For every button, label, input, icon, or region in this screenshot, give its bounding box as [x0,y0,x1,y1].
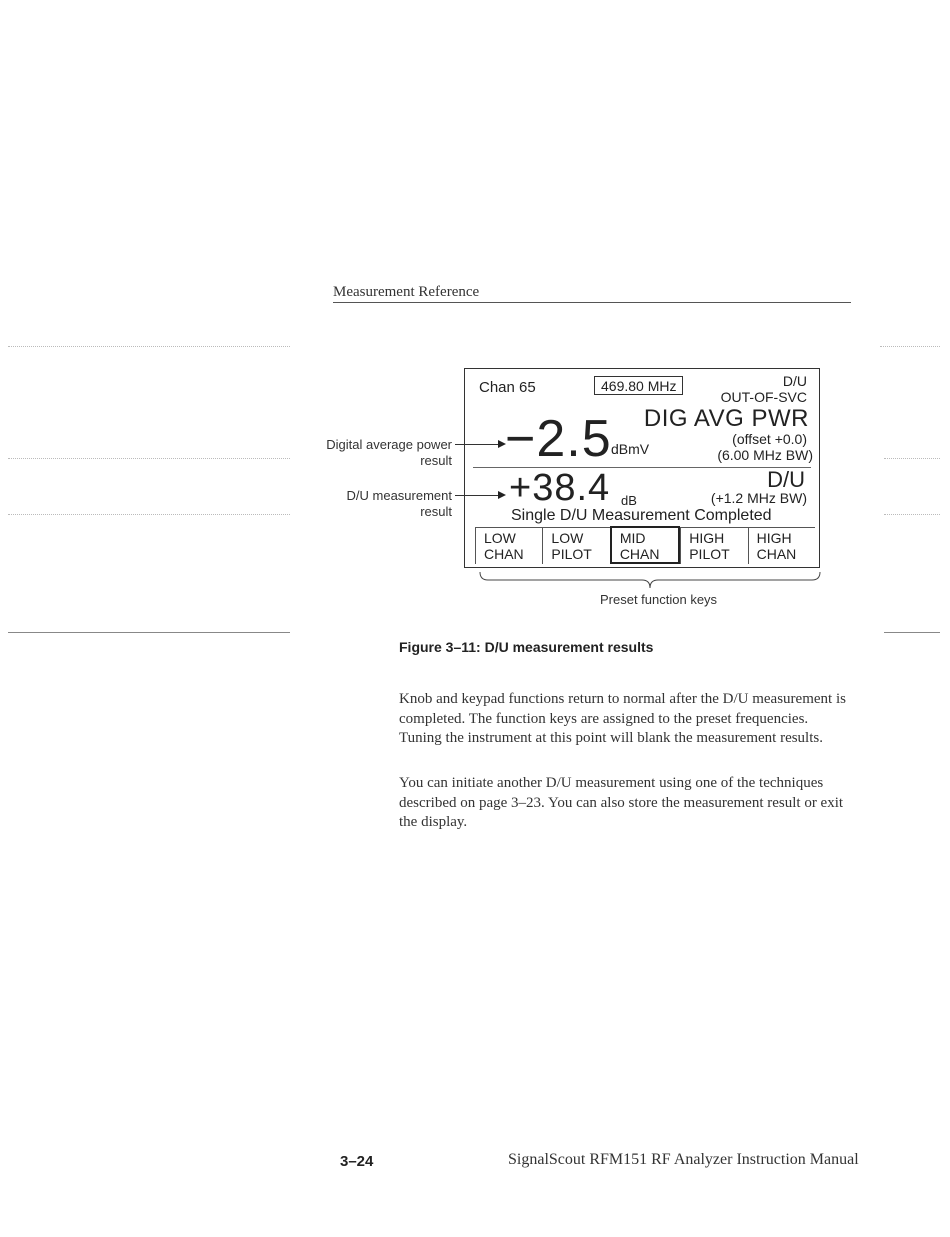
completion-message: Single D/U Measurement Completed [511,507,772,524]
callout-arrow-line [455,495,500,496]
header-rule [333,302,851,303]
margin-rule [8,346,290,347]
callout-text: result [420,504,452,519]
key-label: LOW [551,530,584,546]
callout-du [290,488,452,520]
key-label: HIGH [689,530,725,546]
preset-keys-label: Preset function keys [600,592,718,607]
callout-power [290,437,452,469]
body-paragraph: You can initiate another D/U measurement using one of the techniques described on page 3–23. You can also store the measurement result or exit the display. [399,775,844,830]
preset-function-keys [475,527,815,564]
body-paragraph: Knob and keypad functions return to normal after the D/U measurement is completed. The function keys are assigned to the preset frequencies. Tuning the instrument at this point will blank the measurement results. [399,691,846,746]
frequency-readout: 469.80 MHz [594,376,683,395]
arrow-head-icon [498,440,506,448]
bandwidth-label: (6.00 MHz BW) [717,447,813,463]
du-bandwidth-label: (+1.2 MHz BW) [710,490,807,506]
margin-rule [8,458,290,459]
power-unit: dBmV [611,441,650,457]
key-high-chan[interactable] [748,528,815,564]
margin-rule [8,632,290,633]
key-label: PILOT [689,546,730,562]
page-number: 3–24 [340,1153,374,1170]
margin-rule [884,632,940,633]
key-label: HIGH [756,530,792,546]
key-low-chan[interactable] [475,528,542,564]
key-label: CHAN [619,546,660,562]
key-mid-chan[interactable] [610,526,680,564]
power-value: −2.5 [505,410,612,468]
margin-rule [880,346,940,347]
brace-icon [478,570,822,590]
offset-label: (offset +0.0) [732,431,807,447]
key-label: LOW [484,530,516,546]
key-label: PILOT [551,546,592,562]
callout-text: D/U measurement [346,488,452,503]
callout-arrow-line [455,444,500,445]
measurement-title: DIG AVG PWR [643,405,809,432]
key-high-pilot[interactable] [680,528,747,564]
arrow-head-icon [498,491,506,499]
callout-text: result [420,453,452,468]
callout-text: Digital average power [326,437,452,452]
du-label: D/U [767,467,805,492]
du-unit: dB [621,493,637,508]
key-label: MID [619,530,646,546]
channel-label: Chan 65 [479,379,536,396]
margin-rule [884,514,940,515]
key-low-pilot[interactable] [542,528,609,564]
key-label: CHAN [756,546,797,562]
running-header: Measurement Reference [333,284,480,300]
margin-rule [8,514,290,515]
key-label: CHAN [484,546,524,562]
status-label: OUT-OF-SVC [720,389,807,405]
manual-title: SignalScout RFM151 RF Analyzer Instruction Manual [508,1151,859,1168]
analyzer-screen [464,368,820,568]
du-value: +38.4 [509,467,611,509]
margin-rule [884,458,940,459]
figure-caption: Figure 3–11: D/U measurement results [399,639,654,655]
mode-label: D/U [782,373,807,389]
